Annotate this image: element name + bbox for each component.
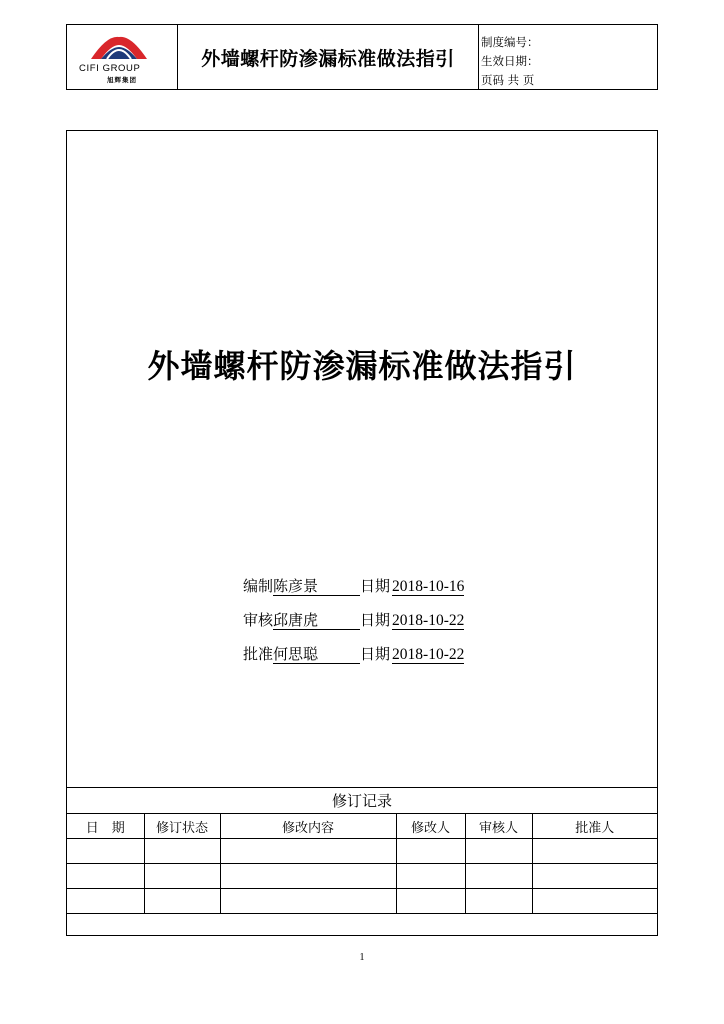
logo-text-cn: 旭辉集团 [107,76,137,84]
table-cell [220,889,396,914]
table-cell [396,889,465,914]
sign-date: 2018-10-16 [392,578,465,595]
role-label: 批准 [243,645,274,663]
cifi-logo-icon [89,33,149,63]
table-cell [220,839,396,864]
col-approver: 批准人 [532,814,657,839]
table-cell [67,889,144,914]
table-cell [396,864,465,889]
table-cell [144,889,220,914]
table-cell [532,889,657,914]
table-cell [144,839,220,864]
signature-line-reviewed [243,610,464,630]
document-title: 外墙螺杆防渗漏标准做法指引 [147,347,577,385]
table-cell [465,864,532,889]
revision-title: 修订记录 [67,788,657,814]
revision-header-row [67,814,657,839]
table-cell [67,864,144,889]
table-cell [532,839,657,864]
document-header [66,24,658,90]
table-row [67,864,657,889]
table-cell [532,864,657,889]
header-meta [479,25,657,89]
meta-page-count: 页码 共 页 [481,73,535,87]
meta-effective-date: 生效日期： [481,54,539,68]
role-label: 审核 [243,611,274,629]
table-row [67,839,657,864]
table-cell [144,864,220,889]
logo-cell [67,25,178,89]
page-number: 1 [359,952,365,963]
col-content: 修改内容 [220,814,396,839]
table-cell [396,839,465,864]
logo-text-en: CIFI GROUP [79,63,141,74]
table-cell [465,889,532,914]
col-date: 日 期 [67,814,144,839]
signer-name: 何思聪 [273,646,360,664]
signature-line-approved [243,644,464,664]
meta-doc-number: 制度编号： [481,35,539,49]
table-row [67,889,657,914]
signer-name: 陈彦景 [273,578,360,596]
sign-date: 2018-10-22 [392,612,465,629]
table-row [67,914,657,939]
date-label: 日期 [360,645,391,663]
table-cell [465,839,532,864]
table-cell [220,864,396,889]
revision-table [67,787,657,938]
date-label: 日期 [360,611,391,629]
col-status: 修订状态 [144,814,220,839]
signature-line-prepared [243,576,464,596]
table-cell [67,914,657,939]
signer-name: 邱唐虎 [273,612,360,630]
cover-frame [66,130,658,936]
col-modifier: 修改人 [396,814,465,839]
table-cell [67,839,144,864]
sign-date: 2018-10-22 [392,646,465,663]
role-label: 编制 [243,577,274,595]
date-label: 日期 [360,577,391,595]
col-reviewer: 审核人 [465,814,532,839]
header-title: 外墙螺杆防渗漏标准做法指引 [178,25,479,89]
